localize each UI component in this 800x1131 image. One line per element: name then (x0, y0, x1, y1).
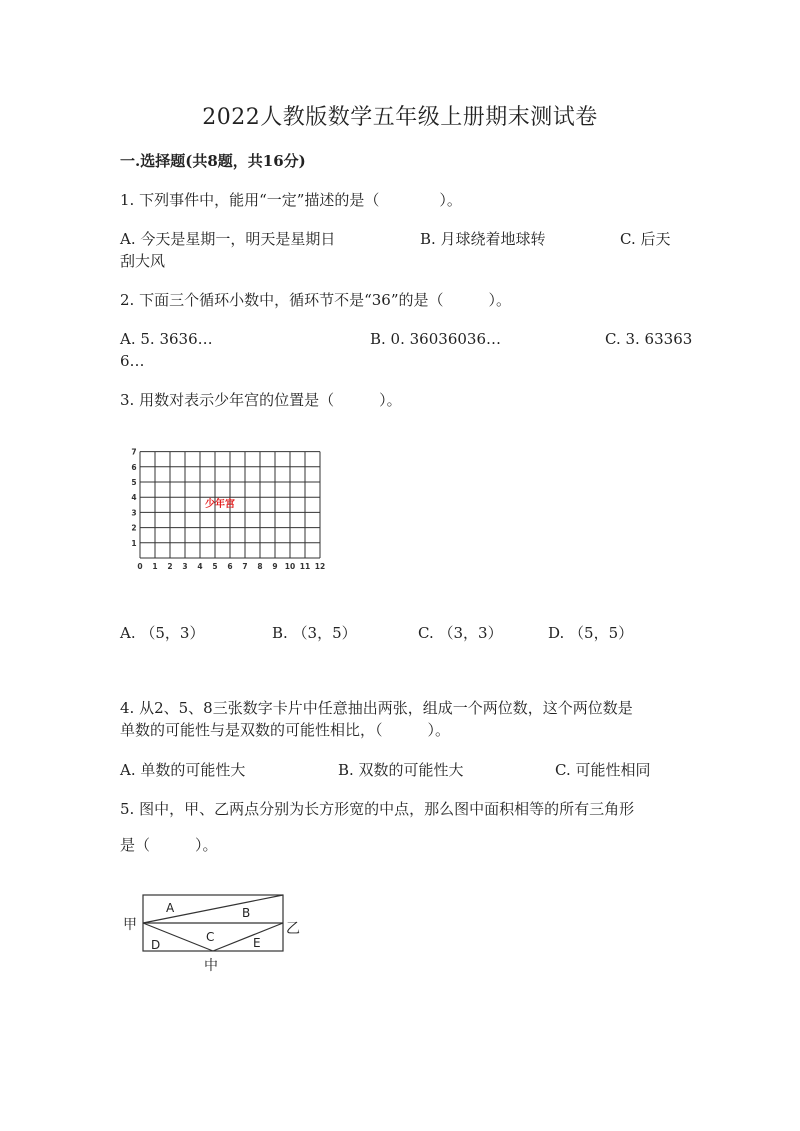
y-tick-label: 3 (131, 508, 137, 518)
y-axis-ticks (131, 448, 136, 548)
question-2-option-a[interactable]: A. 5. 3636… (120, 330, 213, 348)
question-2-option-c[interactable]: C. 3. 63363 (605, 330, 693, 348)
x-tick-label: 7 (242, 562, 248, 571)
rectangle-triangle-figure (120, 885, 305, 980)
section-heading: 一.选择题(共8题，共16分) (120, 152, 306, 170)
region-label-a: A (166, 901, 175, 915)
question-4-option-a[interactable]: A. 单数的可能性大 (120, 761, 246, 779)
region-label-e: E (253, 936, 261, 950)
question-3-option-b[interactable]: B. （3，5） (272, 624, 357, 642)
question-1-option-a[interactable]: A. 今天是星期一，明天是星期日 (120, 230, 336, 248)
x-tick-label: 4 (197, 562, 203, 571)
region-label-b: B (242, 906, 251, 920)
x-tick-label: 10 (284, 562, 296, 571)
point-label-yi: 乙 (286, 921, 300, 937)
y-tick-label: 1 (131, 538, 137, 548)
question-3-option-a[interactable]: A. （5，3） (120, 624, 205, 642)
x-tick-label: 5 (212, 562, 218, 571)
y-tick-label: 4 (131, 493, 137, 503)
point-label-zhong: 中 (204, 958, 218, 974)
question-2-option-c-wrap: 6… (120, 352, 145, 370)
question-5-stem-line2: 是（ ）。 (120, 836, 218, 854)
question-3-option-d[interactable]: D. （5，5） (548, 624, 634, 642)
x-tick-label: 3 (182, 562, 188, 571)
question-3-stem: 3. 用数对表示少年宫的位置是（ ）。 (120, 391, 402, 409)
y-tick-label: 6 (131, 462, 137, 472)
x-tick-label: 8 (257, 562, 263, 571)
x-tick-label: 6 (227, 562, 233, 571)
page-title: 2022人教版数学五年级上册期末测试卷 (202, 105, 598, 130)
y-tick-label: 7 (131, 447, 137, 457)
x-tick-label: 12 (314, 562, 326, 571)
question-5-stem: 5. 图中，甲、乙两点分别为长方形宽的中点，那么图中面积相等的所有三角形 (120, 800, 635, 818)
x-tick-label: 0 (137, 562, 143, 571)
question-2-stem: 2. 下面三个循环小数中，循环节不是“36”的是（ ）。 (120, 291, 512, 309)
x-tick-label: 1 (152, 562, 158, 571)
y-tick-label: 2 (131, 523, 137, 533)
y-tick-label: 5 (131, 478, 137, 487)
question-1-option-b[interactable]: B. 月球绕着地球转 (420, 230, 546, 248)
question-4-option-c[interactable]: C. 可能性相同 (555, 761, 651, 779)
x-tick-label: 2 (167, 562, 173, 571)
line-yi-to-zhong (213, 923, 283, 951)
point-label-jia: 甲 (123, 917, 137, 933)
question-3-option-c[interactable]: C. （3，3） (418, 624, 503, 642)
question-2-option-b[interactable]: B. 0. 36036036… (370, 330, 501, 348)
diagonal-jia-to-top-right (143, 895, 283, 923)
question-1-option-c[interactable]: C. 后天 (620, 230, 671, 248)
region-label-c: C (206, 930, 215, 944)
x-axis-ticks (137, 562, 325, 571)
coordinate-grid-figure (125, 445, 340, 580)
question-1-option-c-wrap: 刮大风 (120, 252, 166, 270)
question-4-option-b[interactable]: B. 双数的可能性大 (338, 761, 464, 779)
question-4-stem: 4. 从2、5、8三张数字卡片中任意抽出两张，组成一个两位数，这个两位数是 (120, 699, 633, 717)
x-tick-label: 11 (299, 562, 311, 571)
question-4-stem-line2: 单数的可能性与是双数的可能性相比，（ ）。 (120, 721, 451, 739)
youth-palace-label: 少年宫 (205, 499, 235, 510)
region-label-d: D (151, 938, 161, 952)
question-1-stem: 1. 下列事件中，能用“一定”描述的是（ ）。 (120, 191, 462, 209)
x-tick-label: 9 (272, 562, 278, 571)
